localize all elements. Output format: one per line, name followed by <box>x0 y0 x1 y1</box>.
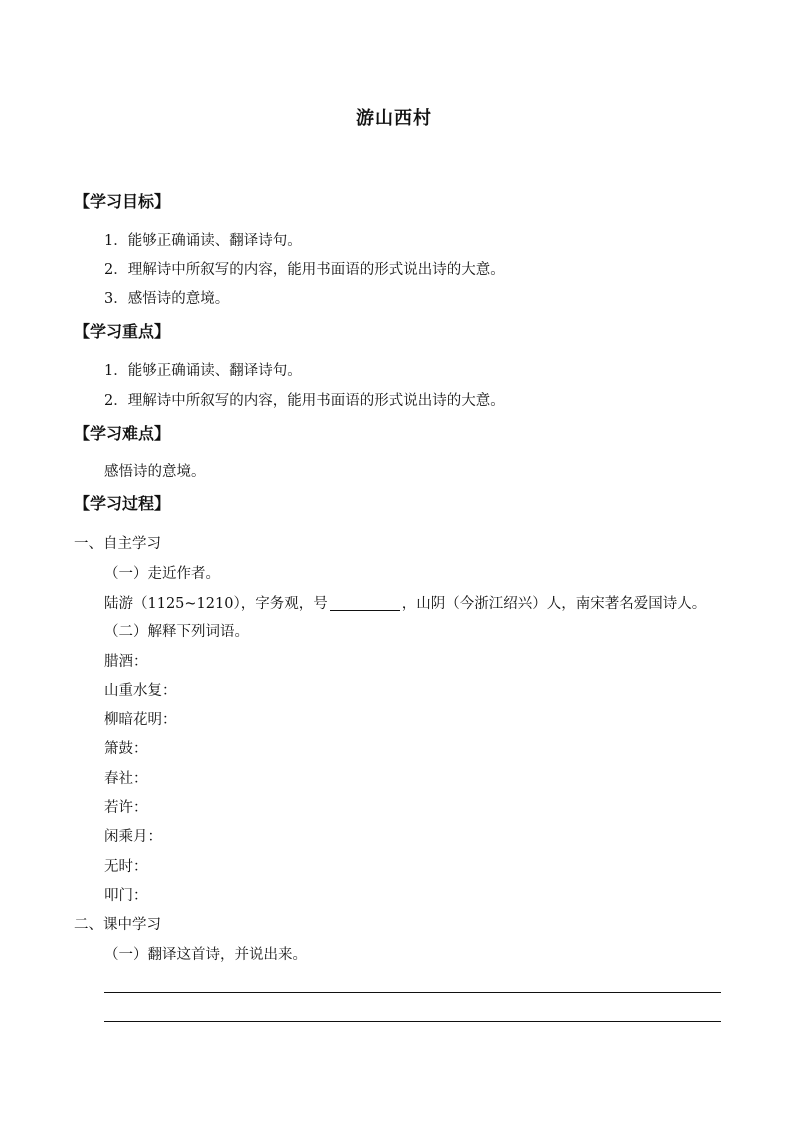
page-title: 游山西村 <box>356 108 432 129</box>
difficulties-text: 感悟诗的意境。 <box>104 464 206 480</box>
difficulties-heading: 【学习难点】 <box>74 424 171 443</box>
author-pen-name-blank[interactable] <box>330 596 400 611</box>
term-item: 腊酒： <box>104 654 148 670</box>
term-item: 春社： <box>104 771 148 787</box>
term-item: 若许： <box>104 800 148 816</box>
term-item: 柳暗花明： <box>104 712 177 728</box>
process-heading: 【学习过程】 <box>74 494 171 513</box>
subsection-title: （一）翻译这首诗，并说出来。 <box>104 947 307 963</box>
answer-line[interactable] <box>104 1021 721 1022</box>
term-item: 无时： <box>104 859 148 875</box>
subsection-title: （二）解释下列词语。 <box>104 624 249 640</box>
author-text-after: ，山阴（今浙江绍兴）人，南宋著名爱国诗人。 <box>401 596 707 612</box>
subsection-title: （一）走近作者。 <box>104 566 220 582</box>
objective-item: 1．能够正确诵读、翻译诗句。 <box>104 233 302 249</box>
objective-item: 3．感悟诗的意境。 <box>104 291 230 307</box>
term-item: 箫鼓： <box>104 741 148 757</box>
term-item: 叩门： <box>104 888 148 904</box>
answer-line[interactable] <box>104 992 721 993</box>
objectives-heading: 【学习目标】 <box>74 192 171 211</box>
author-text-before: 陆游（1125~1210），字务观，号 <box>104 596 328 612</box>
section-title: 一、自主学习 <box>74 536 161 552</box>
key-point-item: 2．理解诗中所叙写的内容，能用书面语的形式说出诗的大意。 <box>104 393 505 409</box>
objective-item: 2．理解诗中所叙写的内容，能用书面语的形式说出诗的大意。 <box>104 262 505 278</box>
author-line <box>104 596 706 612</box>
section-title: 二、课中学习 <box>74 917 161 933</box>
key-point-item: 1．能够正确诵读、翻译诗句。 <box>104 363 302 379</box>
term-item: 闲乘月： <box>104 829 162 845</box>
key-points-heading: 【学习重点】 <box>74 322 171 341</box>
term-item: 山重水复： <box>104 683 177 699</box>
